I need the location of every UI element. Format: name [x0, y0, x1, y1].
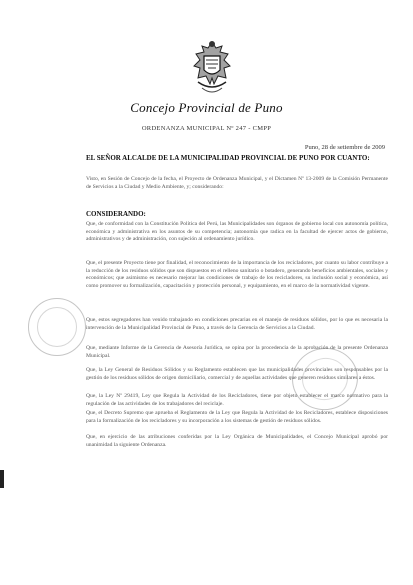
paragraph-8: Que, en ejercicio de las atribuciones conferidas por la Ley Orgánica de Municipalidades, el Concejo Municipal aprobó por unanimidad la siguiente Ordenanza.	[86, 434, 388, 448]
paragraph-7: Que, el Decreto Supremo que aprueba el Reglamento de la Ley que Regula la Actividad de los Recicladores, establece disposiciones para la formalización de los recicladores y su incorporación a los sistemas de gestión de residuos sólidos.	[86, 410, 388, 424]
paragraph-4: Que, mediante Informe de la Gerencia de Asesoría Jurídica, se opina por la procedencia de la aprobación de la presente Ordenanza Municipal.	[86, 345, 388, 359]
paragraph-1: Que, de conformidad con la Constitución Política del Perú, las Municipalidades son órganos de gobierno local con autonomía política, económica y administrativa en los asuntos de su competencia; autonomía que radica en la facultad de ejercer actos de gobierno, administrativos y de administración, con sujeción al ordenamiento jurídico.	[86, 221, 388, 242]
section-title: CONSIDERANDO:	[86, 210, 146, 218]
document-heading: EL SEÑOR ALCALDE DE LA MUNICIPALIDAD PROVINCIAL DE PUNO POR CUANTO:	[86, 154, 370, 162]
paragraph-5: Que, la Ley General de Residuos Sólidos y su Reglamento establecen que las municipalidades provinciales son responsables por la gestión de los residuos sólidos de origen domiciliario, comercial y de aquellas actividades que generen residuos similares a éstos.	[86, 367, 388, 381]
official-stamp-left	[28, 298, 86, 356]
council-name: Concejo Provincial de Puno	[130, 100, 283, 115]
place-date: Puno, 28 de setiembre de 2009	[304, 144, 385, 151]
ordinance-number: ORDENANZA MUNICIPAL Nº 247 - CMPP	[141, 125, 272, 132]
scan-edge-mark	[0, 470, 4, 488]
intro-paragraph: Visto, en Sesión de Concejo de la fecha, el Proyecto de Ordenanza Municipal, y el Dictamen Nº 13-2009 de la Comisión Permanente de Servicios a la Ciudad y Medio Ambiente, y; considerando:	[86, 176, 388, 190]
paragraph-2: Que, el presente Proyecto tiene por finalidad, el reconocimiento de la importancia de los recicladores, por cuanto su labor contribuye a la reducción de los residuos sólidos que son dispuestos en el relleno sanitario o botadero, generando beneficios ambientales, sociales y económicos; que asimismo es necesario mejorar las condiciones de trabajo de los recicladores, su inclusión social y económica, así como promover su formalización, capacitación y protección personal, y equipamiento, en el marco de la normatividad vigente.	[86, 260, 388, 289]
paragraph-3: Que, estos segregadores han venido trabajando en condiciones precarias en el manejo de residuos sólidos, por lo que es necesaria la intervención de la Municipalidad Provincial de Puno, a través de la Gerencia de Servicios a la Ciudad.	[86, 317, 388, 331]
municipal-coat-of-arms	[186, 38, 238, 100]
paragraph-6: Que, la Ley Nº 29419, Ley que Regula la Actividad de los Recicladores, tiene por objeto establecer el marco normativo para la regulación de las actividades de los trabajadores del reciclaje.	[86, 393, 388, 407]
